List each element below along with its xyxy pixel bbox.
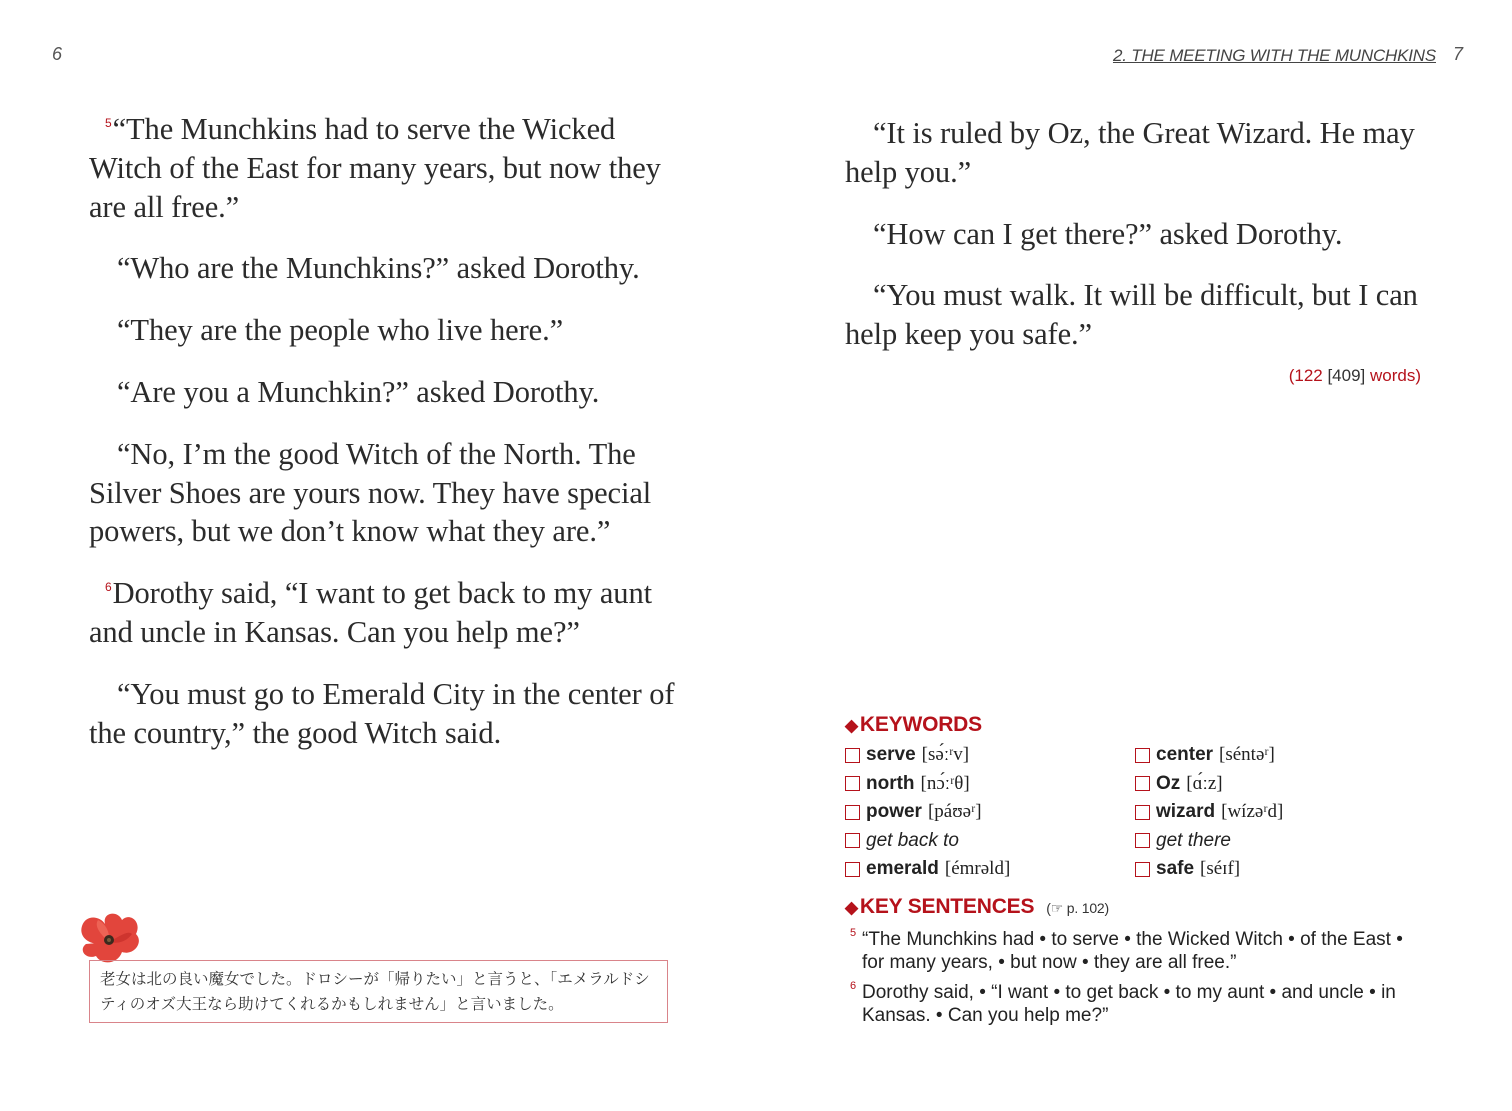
keyword-item[interactable] <box>1135 801 1425 823</box>
word-count <box>1289 366 1421 386</box>
keyword-word: serve <box>866 744 916 765</box>
keyword-item[interactable] <box>845 773 1135 795</box>
keyword-pronunciation: [sə́ːʳv] <box>921 744 970 765</box>
left-page-number: 6 <box>52 44 63 64</box>
japanese-summary-text: 老女は北の良い魔女でした。ドロシーが「帰りたい」と言うと、「エメラルドシティのオズ大王なら助けてくれるかもしれません」と言いました。 <box>100 970 650 1013</box>
checkbox-icon[interactable] <box>1135 776 1150 791</box>
story-paragraph: “Who are the Munchkins?” asked Dorothy. <box>117 251 640 286</box>
key-sentence <box>846 981 1406 1027</box>
keyword-word: north <box>866 772 915 794</box>
story-paragraph: “They are the people who live here.” <box>117 313 564 348</box>
paragraph-text: Dorothy said, “I want to get back to my aunt and uncle in Kansas. Can you help me?” <box>89 576 652 649</box>
keyword-item[interactable] <box>845 830 1135 852</box>
word-count-close: words) <box>1365 366 1421 385</box>
checkbox-icon[interactable] <box>1135 805 1150 820</box>
story-paragraph: “Are you a Munchkin?” asked Dorothy. <box>117 374 600 409</box>
keyword-pronunciation: [páʊəʳ] <box>927 801 982 822</box>
keyword-word: center <box>1156 744 1214 765</box>
word-count-open: (122 <box>1288 366 1328 385</box>
paragraph-marker: 6 <box>105 580 112 595</box>
story-paragraph: “No, I’m the good Witch of the North. The Silver Shoes are yours now. They have special powers, but we don’t know what they are.” <box>89 436 652 549</box>
running-header: 2. THE MEETING WITH THE MUNCHKINS <box>1112 46 1436 65</box>
keyword-phrase: get back to <box>866 829 959 851</box>
paragraph-marker: 5 <box>105 116 112 130</box>
checkbox-icon[interactable] <box>845 748 860 763</box>
checkbox-icon[interactable] <box>845 862 860 877</box>
story-paragraph: “It is ruled by Oz, the Great Wizard. He may help you.” <box>845 116 1415 189</box>
sentence-number: 5 <box>850 927 857 939</box>
keyword-item[interactable] <box>845 801 1135 823</box>
keyword-pronunciation: [séɪf] <box>1200 858 1241 879</box>
key-sentences-heading-label: KEY SENTENCES <box>859 895 1035 918</box>
diamond-icon: ◆ <box>845 716 858 735</box>
keyword-item[interactable] <box>1135 858 1425 880</box>
sentence-number: 6 <box>850 980 857 992</box>
keyword-pronunciation: [wízəʳd] <box>1221 801 1284 822</box>
keyword-item[interactable] <box>1135 744 1425 766</box>
key-sentences-list <box>846 928 1406 1034</box>
paragraph-text: “The Munchkins had to serve the Wicked Witch of the East for many years, but now they are all free.” <box>89 112 661 224</box>
keyword-item[interactable] <box>1135 830 1425 852</box>
story-paragraph: “How can I get there?” asked Dorothy. <box>873 216 1343 251</box>
story-paragraph: “You must go to Emerald City in the center of the country,” the good Witch said. <box>89 676 675 750</box>
checkbox-icon[interactable] <box>1135 748 1150 763</box>
keywords-list <box>845 744 1425 880</box>
checkbox-icon[interactable] <box>1135 862 1150 877</box>
key-sentence <box>846 928 1406 974</box>
key-sentences-heading <box>845 895 1109 919</box>
sentence-text: Dorothy said, • “I want • to get back • to my aunt • and uncle • in Kansas. • Can you help me?” <box>862 982 1396 1026</box>
keyword-word: emerald <box>866 858 939 879</box>
checkbox-icon[interactable] <box>845 776 860 791</box>
keyword-pronunciation: [ɑ́ːz] <box>1186 772 1223 794</box>
keyword-pronunciation: [émrəld] <box>944 858 1011 879</box>
page-reference: (☞ p. 102) <box>1046 900 1109 916</box>
word-count-total: [409] <box>1327 366 1366 385</box>
story-paragraph: “You must walk. It will be difficult, but I can help keep you safe.” <box>845 278 1418 352</box>
keyword-word: safe <box>1156 858 1195 879</box>
diamond-icon: ◆ <box>845 898 858 917</box>
keywords-heading-label: KEYWORDS <box>859 713 982 736</box>
japanese-summary-box <box>89 960 668 1023</box>
story-paragraph <box>89 574 679 652</box>
right-page-number: 7 <box>1453 44 1464 64</box>
keyword-word: power <box>866 801 922 822</box>
story-paragraph <box>89 110 679 226</box>
keyword-item[interactable] <box>845 744 1135 766</box>
keyword-word: wizard <box>1156 801 1216 822</box>
sentence-text: “The Munchkins had • to serve • the Wicked Witch • of the East • for many years, • but now • they are all free.” <box>862 929 1403 973</box>
keyword-phrase: get there <box>1156 829 1231 851</box>
checkbox-icon[interactable] <box>845 805 860 820</box>
left-story-column <box>89 110 679 775</box>
keyword-item[interactable] <box>845 858 1135 880</box>
checkbox-icon[interactable] <box>845 833 860 848</box>
keyword-pronunciation: [nɔ́ːʳθ] <box>920 772 970 794</box>
keyword-word: Oz <box>1156 772 1181 794</box>
keywords-heading <box>845 713 982 737</box>
right-story-column <box>845 114 1435 377</box>
keyword-item[interactable] <box>1135 773 1425 795</box>
checkbox-icon[interactable] <box>1135 833 1150 848</box>
keyword-pronunciation: [séntəʳ] <box>1219 744 1275 765</box>
